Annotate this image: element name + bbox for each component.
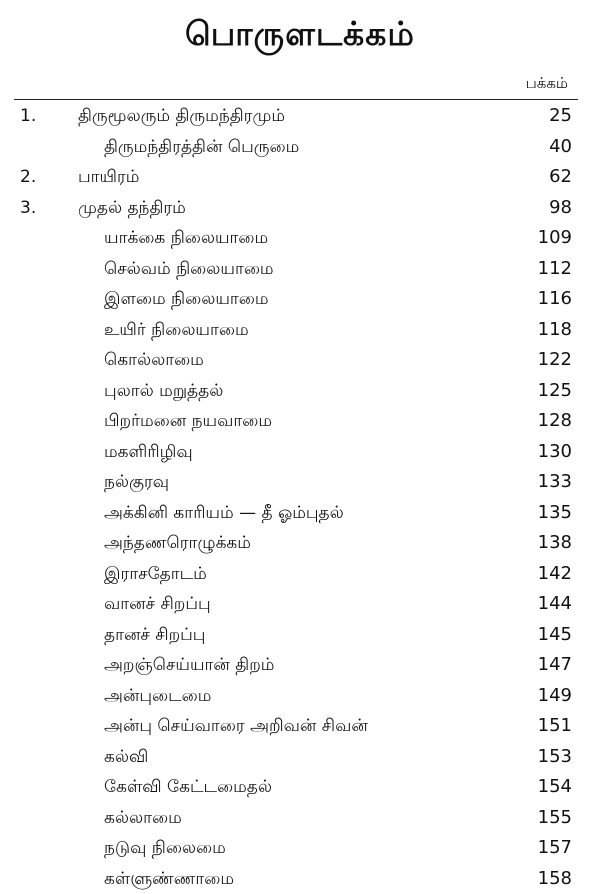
toc-entry-page: 128 [538,406,572,437]
toc-entry-label: உயிர் நிலையாமை [104,315,249,346]
header-divider [14,99,578,100]
toc-entry-label: கொல்லாமை [104,345,204,376]
toc-entry-label: அன்பு செய்வாரை அறிவன் சிவன் [104,711,368,742]
toc-entry-label: கள்ளுண்ணாமை [104,864,234,894]
toc-entry-label: கேள்வி கேட்டமைதல் [104,772,272,803]
toc-entry-page: 116 [538,284,572,315]
toc-entry-label: அக்கினி காரியம் — தீ ஓம்புதல் [104,498,344,529]
toc-entry [0,803,600,834]
toc-entry-label: தானச் சிறப்பு [104,620,205,651]
toc-entry [0,406,600,437]
toc-entry-page: 149 [538,681,572,712]
toc-entry-label: இராசதோடம் [104,559,207,590]
toc-entry-label: மகளிரிழிவு [104,437,193,468]
toc-entry-label: முதல் தந்திரம் [78,193,186,224]
toc-entry-page: 133 [538,467,572,498]
toc-entry-page: 144 [538,589,572,620]
toc-entry-label: வானச் சிறப்பு [104,589,211,620]
toc-entry-page: 147 [538,650,572,681]
toc-entry [0,589,600,620]
toc-entry [0,864,600,894]
toc-entry [0,315,600,346]
toc-entry [0,193,600,224]
toc-entry [0,101,600,132]
toc-entry [0,620,600,651]
toc-entry [0,711,600,742]
toc-entry-label: திருமூலரும் திருமந்திரமும் [78,101,285,132]
toc-entry [0,650,600,681]
toc-entry-label: அன்புடைமை [104,681,211,712]
toc-entry-label: அந்தணரொழுக்கம் [104,528,251,559]
toc-entry-page: 158 [538,864,572,894]
toc-entry [0,742,600,773]
toc-entry-label: நல்குரவு [104,467,169,498]
toc-entry-page: 151 [538,711,572,742]
toc-entry [0,467,600,498]
toc-entry-page: 138 [538,528,572,559]
page-column-header: பக்கம் [526,74,568,94]
toc-entry [0,528,600,559]
toc-entry [0,223,600,254]
toc-entry [0,498,600,529]
toc-entry-page: 142 [538,559,572,590]
toc-entry [0,162,600,193]
toc-entry [0,345,600,376]
toc-entry [0,284,600,315]
toc-entry-label: திருமந்திரத்தின் பெருமை [104,132,299,163]
toc-entry [0,437,600,468]
toc-entry-label: கல்லாமை [104,803,182,834]
toc-entry-number: 1. [20,101,36,132]
toc-entry-page: 130 [538,437,572,468]
toc-entry [0,254,600,285]
toc-entry-page: 145 [538,620,572,651]
toc-entry-number: 2. [20,162,36,193]
toc-entry-label: நடுவு நிலைமை [104,833,226,864]
toc-entry [0,833,600,864]
toc-entry-page: 125 [538,376,572,407]
toc-entry-page: 98 [549,193,572,224]
toc-entry-label: பாயிரம் [78,162,139,193]
toc-entry [0,559,600,590]
toc-entry-label: புலால் மறுத்தல் [104,376,223,407]
toc-entry-page: 112 [538,254,572,285]
toc-entry-label: இளமை நிலையாமை [104,284,269,315]
toc-entry-page: 122 [538,345,572,376]
toc-entry-page: 154 [538,772,572,803]
toc-entry-page: 118 [538,315,572,346]
toc-entry-number: 3. [20,193,36,224]
toc-entry [0,376,600,407]
toc-entry-page: 155 [538,803,572,834]
toc-entry-page: 153 [538,742,572,773]
toc-entry [0,772,600,803]
toc-entry-label: கல்வி [104,742,148,773]
toc-entry-label: அறஞ்செய்யான் திறம் [104,650,274,681]
table-of-contents [0,101,600,894]
toc-entry-page: 25 [549,101,572,132]
toc-entry-page: 40 [549,132,572,163]
toc-entry-label: பிறர்மனை நயவாமை [104,406,272,437]
toc-entry-page: 135 [538,498,572,529]
toc-entry-label: செல்வம் நிலையாமை [104,254,274,285]
toc-entry [0,132,600,163]
toc-entry-page: 109 [538,223,572,254]
toc-entry-page: 157 [538,833,572,864]
toc-entry-label: யாக்கை நிலையாமை [104,223,268,254]
toc-entry-page: 62 [549,162,572,193]
page-title: பொருளடக்கம் [0,14,600,58]
toc-entry [0,681,600,712]
